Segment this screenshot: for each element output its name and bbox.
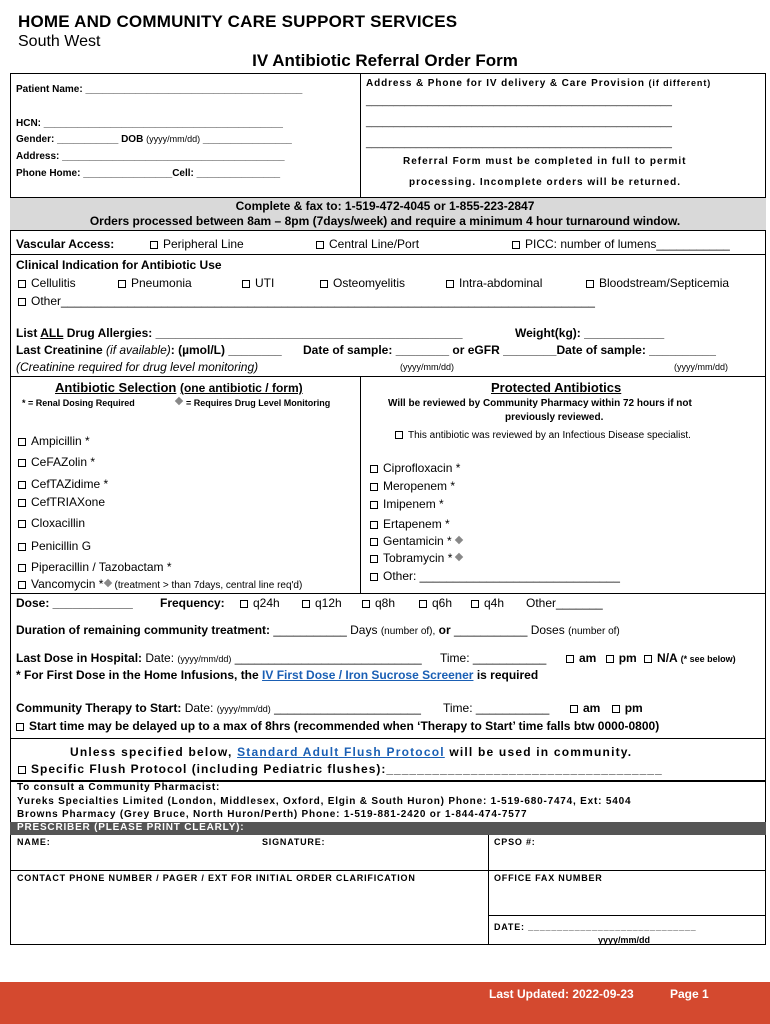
delivery-line-1[interactable]: _______________________________________________________ [366, 96, 672, 107]
completion-notice-1: Referral Form must be completed in full to permit [403, 156, 687, 167]
prescriber-date-format: yyyy/mm/dd [598, 935, 651, 945]
checkbox[interactable] [512, 241, 520, 249]
specific-flush-option[interactable]: Specific Flush Protocol (including Pediatric flushes):____________________________________ [18, 762, 663, 776]
antibiotic-divider [360, 376, 361, 593]
indication-pneumonia[interactable]: Pneumonia [118, 276, 192, 290]
antibiotic-top-border [10, 376, 766, 377]
address-field[interactable]: Address: ________________________________________ [16, 151, 285, 162]
start-delay-option[interactable]: Start time may be delayed up to a max of 8hrs (recommended when ‘Therapy to Start’ time falls btw 0000-0800) [16, 719, 659, 733]
last-updated: Last Updated: 2022-09-23 [489, 987, 634, 1001]
standard-flush-protocol-link[interactable]: Standard Adult Flush Protocol [237, 745, 445, 759]
freq-q4h[interactable]: q4h [471, 596, 504, 610]
prescriber-heading: PRESCRIBER (PLEASE PRINT CLEARLY): [17, 822, 245, 833]
delivery-address-label: Address & Phone for IV delivery & Care Provision (if different) [366, 78, 712, 89]
vascular-peripheral-option[interactable]: Peripheral Line [150, 237, 244, 251]
protected-meropenem[interactable]: Meropenem * [370, 479, 455, 493]
browns-contact: Browns Pharmacy (Grey Bruce, North Huron/Perth) Phone: 1-519-881-2420 or 1-844-474-7577 [17, 809, 528, 820]
last-dose-field[interactable]: Last Dose in Hospital: Date: (yyyy/mm/dd) ____________________________ [16, 651, 422, 665]
hcn-field[interactable]: HCN: ___________________________________________ [16, 118, 283, 129]
protected-ciprofloxacin[interactable]: Ciprofloxacin * [370, 461, 460, 475]
patient-name-field[interactable]: Patient Name: _______________________________________ [16, 84, 303, 95]
protected-ertapenem[interactable]: Ertapenem * [370, 517, 450, 531]
prescriber-divider [488, 835, 489, 945]
contact-phone-field[interactable]: CONTACT PHONE NUMBER / PAGER / EXT FOR INITIAL ORDER CLARIFICATION [17, 873, 416, 883]
freq-q6h[interactable]: q6h [419, 596, 452, 610]
protected-tobramycin[interactable]: Tobramycin * [370, 551, 466, 565]
protected-review-note-2: previously reviewed. [505, 412, 604, 423]
phone-field[interactable]: Phone Home: ________________Cell: _______________ [16, 168, 281, 179]
therapy-ampm[interactable]: am pm [570, 701, 643, 715]
vascular-access-label: Vascular Access: [16, 237, 115, 251]
therapy-start-field[interactable]: Community Therapy to Start: Date: (yyyy/mm/dd) ______________________ [16, 701, 421, 715]
last-dose-time[interactable]: Time: ___________ [440, 651, 547, 665]
diamond-icon [454, 536, 462, 544]
first-dose-note: * For First Dose in the Home Infusions, the IV First Dose / Iron Sucrose Screener is required [16, 668, 539, 682]
gender-dob-field[interactable] [16, 134, 292, 145]
cpso-field[interactable]: CPSO #: [494, 837, 536, 847]
checkbox[interactable] [316, 241, 324, 249]
diamond-icon [104, 579, 112, 587]
dob-line: ________________ [202, 134, 292, 145]
indication-uti[interactable]: UTI [242, 276, 274, 290]
duration-field[interactable]: Duration of remaining community treatment: ___________ Days (number of), or ___________ Doses (number of) [16, 623, 620, 637]
dose-field[interactable]: Dose: ____________ [16, 596, 133, 610]
prescriber-name-field[interactable]: NAME: [17, 837, 51, 847]
delivery-line-2[interactable]: _______________________________________________________ [366, 117, 672, 128]
iv-first-dose-screener-link[interactable]: IV First Dose / Iron Sucrose Screener [262, 668, 474, 682]
drug-allergies-field[interactable]: List ALL Drug Allergies: ______________________________________________ [16, 326, 463, 340]
sample-date-format-2: (yyyy/mm/dd) [674, 362, 728, 372]
antibiotic-piperacillin[interactable]: Piperacillin / Tazobactam * [18, 560, 172, 574]
completion-notice-2: processing. Incomplete orders will be returned. [409, 177, 682, 188]
diamond-icon [455, 553, 463, 561]
gender-field[interactable]: Gender: ___________ [16, 134, 119, 145]
last-dose-ampm[interactable]: am pm N/A (* see below) [566, 651, 736, 665]
freq-q24h[interactable]: q24h [240, 596, 280, 610]
dob-format: (yyyy/mm/dd) [146, 134, 201, 144]
fax-row-divider [488, 915, 766, 916]
prescriber-row-divider [10, 870, 766, 871]
antibiotic-selection-heading: Antibiotic Selection (one antibiotic / form) [55, 380, 303, 395]
antibiotic-ceftazidime[interactable]: CefTAZidime * [18, 477, 108, 491]
protected-review-note-1: Will be reviewed by Community Pharmacy within 72 hours if not [388, 398, 692, 409]
indication-intra-abdominal[interactable]: Intra-abdominal [446, 276, 542, 290]
pharmacist-heading: To consult a Community Pharmacist: [17, 782, 221, 793]
form-title: IV Antibiotic Referral Order Form [252, 51, 518, 70]
patient-divider [360, 73, 361, 197]
org-region: South West [18, 33, 101, 50]
renal-dosing-legend: * = Renal Dosing Required [22, 398, 135, 408]
protected-antibiotics-heading: Protected Antibiotics [491, 380, 622, 395]
therapy-start-time[interactable]: Time: ___________ [443, 701, 550, 715]
indication-other[interactable]: Other________________________________________________________________________________ [18, 294, 595, 308]
freq-q8h[interactable]: q8h [362, 596, 395, 610]
indication-cellulitis[interactable]: Cellulitis [18, 276, 76, 290]
protected-imipenem[interactable]: Imipenem * [370, 497, 444, 511]
sample-date-format-1: (yyyy/mm/dd) [400, 362, 454, 372]
antibiotic-cloxacillin[interactable]: Cloxacillin [18, 516, 85, 530]
protected-gentamicin[interactable]: Gentamicin * [370, 534, 466, 548]
antibiotic-penicillin-g[interactable]: Penicillin G [18, 539, 91, 553]
antibiotic-vancomycin[interactable]: Vancomycin * (treatment > than 7days, central line req'd) [18, 577, 302, 591]
drug-level-legend: = Requires Drug Level Monitoring [172, 398, 330, 408]
creatinine-field[interactable]: Last Creatinine (if available): (µmol/L) ________ [16, 343, 282, 357]
frequency-label: Frequency: [160, 596, 225, 610]
page-number: Page 1 [670, 987, 709, 1001]
antibiotic-cefazolin[interactable]: CeFAZolin * [18, 455, 95, 469]
id-specialist-review[interactable]: This antibiotic was reviewed by an Infectious Disease specialist. [395, 430, 691, 441]
footer-bar [0, 982, 770, 1024]
freq-other[interactable]: Other_______ [526, 596, 603, 610]
clinical-indication-label: Clinical Indication for Antibiotic Use [16, 258, 222, 272]
weight-field[interactable]: Weight(kg): ____________ [515, 326, 665, 340]
yureks-contact: Yureks Specialties Limited (London, Middlesex, Oxford, Elgin & South Huron) Phone: 1-519-680-7474, Ext: 5404 [17, 796, 632, 807]
flush-top-border [10, 738, 766, 739]
office-fax-field[interactable]: OFFICE FAX NUMBER [494, 873, 603, 883]
fax-numbers: Complete & fax to: 1-519-472-4045 or 1-855-223-2847 [235, 199, 535, 213]
protected-other[interactable]: Other: ______________________________ [370, 569, 620, 583]
prescriber-date-field[interactable]: DATE: _____________________________ [494, 922, 697, 932]
creatinine-note: (Creatinine required for drug level monitoring) [16, 360, 259, 374]
vascular-central-option[interactable]: Central Line/Port [316, 237, 419, 251]
dob-label: DOB [121, 134, 144, 145]
org-name: HOME AND COMMUNITY CARE SUPPORT SERVICES [18, 12, 458, 31]
freq-q12h[interactable]: q12h [302, 596, 342, 610]
checkbox[interactable] [150, 241, 158, 249]
flush-protocol-note: Unless specified below, Standard Adult Flush Protocol will be used in community. [70, 745, 633, 759]
processing-hours: Orders processed between 8am – 8pm (7days/week) and require a minimum 4 hour turnaround window. [89, 214, 681, 228]
antibiotic-ceftriaxone[interactable]: CefTRIAXone [18, 495, 105, 509]
delivery-line-3[interactable]: _______________________________________________________ [366, 138, 672, 149]
prescriber-signature-field[interactable]: SIGNATURE: [262, 837, 326, 847]
vascular-divider [10, 254, 766, 255]
indication-bloodstream[interactable]: Bloodstream/Septicemia [586, 276, 729, 290]
sample-date-field[interactable]: Date of sample: ________ or eGFR ________Date of sample: __________ [303, 343, 716, 357]
diamond-icon [175, 397, 183, 405]
indication-osteomyelitis[interactable]: Osteomyelitis [320, 276, 405, 290]
antibiotic-ampicillin[interactable]: Ampicillin * [18, 434, 90, 448]
vascular-picc-option[interactable]: PICC: number of lumens___________ [512, 237, 730, 251]
dose-top-border [10, 593, 766, 594]
